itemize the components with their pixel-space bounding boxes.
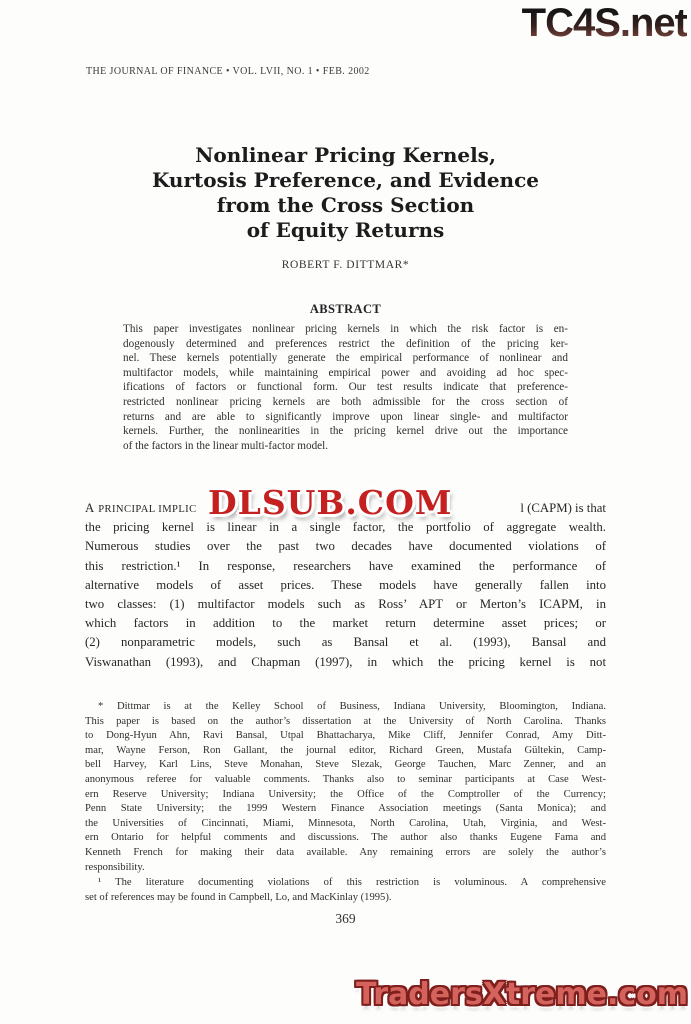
watermark-tradersxtreme: TradersXtreme.com: [356, 977, 688, 1012]
footnote-line: Penn State University; the 1999 Western Finance Association meetings (Santa Monica); and: [85, 803, 606, 815]
body-lines: [85, 518, 606, 672]
title-line: of Equity Returns: [246, 218, 445, 242]
body-line: which factors in addition to the market return determine asset prices; or: [85, 616, 606, 631]
footnote-line: mar, Wayne Ferson, Ron Gallant, the journal editor, Richard Green, Mustafa Gültekin, Camp-: [85, 744, 606, 756]
footnote-line: * Dittmar is at the Kelley School of Business, Indiana University, Bloomington, Indiana.: [98, 701, 606, 712]
footnote-line: set of references may be found in Campbell, Lo, and MacKinlay (1995).: [85, 891, 392, 903]
abstract-line: returns and are able to significantly improve upon linear single- and multifactor: [123, 410, 568, 423]
title-line: Nonlinear Pricing Kernels,: [195, 143, 496, 167]
title-line: from the Cross Section: [216, 193, 475, 217]
abstract-text: [123, 322, 568, 453]
body-line: the pricing kernel is linear in a single factor, the portfolio of aggregate wealth.: [85, 520, 606, 535]
abstract-line: This paper investigates nonlinear pricing kernels in which the risk factor is en-: [123, 323, 568, 335]
footnote-line: This paper is based on the author’s dissertation at the University of North Carolina. Thanks: [85, 715, 606, 727]
page-number: 369: [335, 911, 356, 926]
footnote-line: ern Ontario for helpful comments and discussions. The author also thanks Eugene Fama and: [85, 832, 606, 844]
abstract-line: restricted nonlinear pricing kernels are both admissible for the cross section of: [123, 395, 568, 408]
body-line: two classes: (1) multifactor models such as Ross’ APT or Merton’s ICAPM, in: [85, 596, 606, 611]
body-first-line-right: l (CAPM) is that: [520, 501, 606, 515]
footnote-line: ern Reserve University; Indiana University; the Office of the Comptroller of the Currency;: [85, 788, 606, 800]
footnote-line: bell Harvey, Karl Lins, Steve Monahan, Steve Slezak, George Tauchen, Marc Zenner, and an: [85, 759, 606, 771]
footnote-line: ¹ The literature documenting violations of this restriction is voluminous. A comprehensive: [98, 877, 606, 888]
body-line: Numerous studies over the past two decades have documented violations of: [85, 539, 606, 554]
paper-title: [85, 143, 606, 243]
footnote-affiliation: [85, 700, 606, 875]
lead-cap: A: [85, 501, 95, 515]
footnote-line: Kenneth French for making their data available. Any remaining errors are solely the author’s: [85, 846, 606, 858]
footnote-line: to Dong-Hyun Ahn, Ravi Bansal, Utpal Bhattacharya, Mike Cliff, Jennifer Conrad, Amy Ditt-: [85, 730, 606, 742]
body-paragraph: [85, 499, 606, 672]
abstract-line: nel. These kernels potentially generate the empirical performance of nonlinear and: [123, 352, 568, 365]
watermark-dlsub: DLSUB.COM: [208, 483, 453, 522]
footnote-line: anonymous referee for valuable comments. Thanks also to seminar participants at Case West-: [85, 773, 606, 785]
body-line: (2) nonparametric models, such as Bansal et al. (1993), Bansal and: [85, 635, 606, 650]
abstract-line: dogenously determined and preferences restrict the definition of the pricing ker-: [123, 337, 568, 350]
abstract-line: multifactor models, while maintaining empirical power and avoiding ad hoc spec-: [123, 366, 568, 379]
body-line: alternative models of asset prices. These models have generally fallen into: [85, 577, 606, 592]
small-caps-text: PRINCIPAL IMPLIC: [98, 504, 197, 515]
body-first-line-left: [85, 499, 197, 519]
title-line: Kurtosis Preference, and Evidence: [151, 168, 539, 192]
body-line: this restriction.¹ In response, researchers have examined the performance of: [85, 558, 606, 573]
footnote-line: the Universities of Cincinnati, Miami, Minnesota, North Carolina, Utah, Virginia, and West-: [85, 817, 606, 829]
abstract-heading: ABSTRACT: [309, 302, 382, 316]
body-line: Viswanathan (1993), and Chapman (1997), in which the pricing kernel is not: [85, 654, 606, 669]
abstract-line: of the factors in the linear multi-factor model.: [123, 439, 329, 452]
watermark-tc4s: TC4S.net: [521, 1, 687, 45]
abstract-line: kernels. Further, the nonlinearities in the pricing kernel drive out the importance: [123, 425, 568, 438]
footnote-1: [85, 876, 606, 905]
abstract-line: ifications of factors or functional form. Our test results indicate that preference-: [123, 381, 568, 394]
author-line: ROBERT F. DITTMAR*: [281, 259, 410, 271]
footnote-line: responsibility.: [85, 861, 145, 873]
journal-header: THE JOURNAL OF FINANCE • VOL. LVII, NO. 1 • FEB. 2002: [86, 66, 370, 77]
